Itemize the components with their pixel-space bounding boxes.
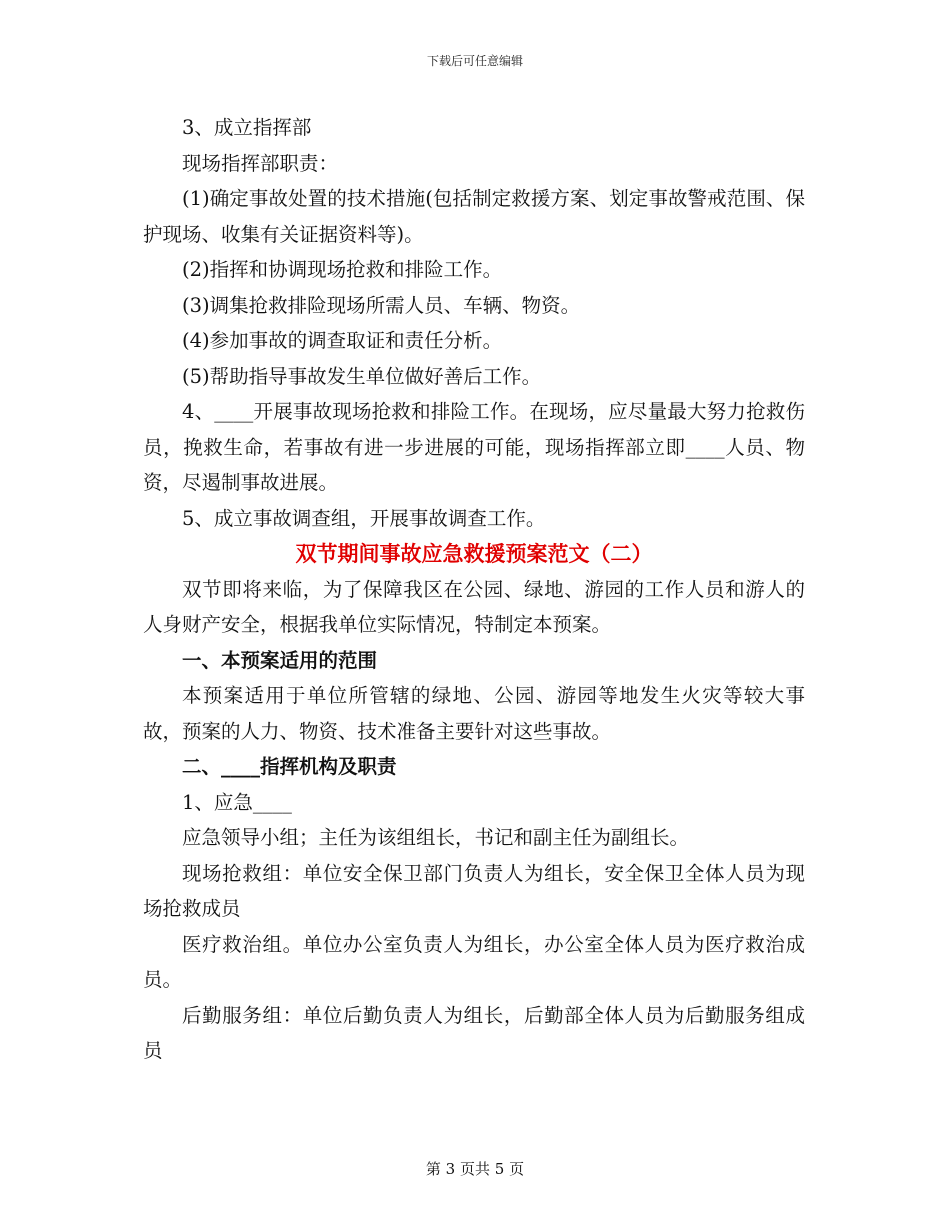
- paragraph: (5)帮助指导事故发生单位做好善后工作。: [182, 364, 542, 388]
- paragraph: 应急领导小组；主任为该组组长，书记和副主任为副组长。: [182, 826, 690, 849]
- paragraph: (4)参加事故的调查取证和责任分析。: [182, 329, 503, 352]
- paragraph: (3)调集抢救排险现场所需人员、车辆、物资。: [182, 293, 581, 317]
- paragraph: 3、成立指挥部: [182, 116, 312, 139]
- paragraph: 现场指挥部职责：: [182, 151, 339, 175]
- bottom-paragraphs: [143, 572, 805, 1069]
- paragraph: 4、____开展事故现场抢救和排险工作。在现场，应尽量最大努力抢救伤员，挽救生命，若事故有进一步进展的可能，现场指挥部立即____人员、物资，尽遏制事故进展。: [143, 400, 805, 494]
- page-header: 下载后可任意编辑: [426, 54, 523, 68]
- top-paragraphs: [143, 110, 805, 536]
- paragraph: (2)指挥和协调现场抢救和排险工作。: [182, 258, 503, 281]
- page-footer: 第 3 页共 5 页: [425, 1160, 525, 1178]
- paragraph: 后勤服务组：单位后勤负责人为组长，后勤部全体人员为后勤服务组成员: [143, 1003, 805, 1062]
- paragraph: 1、应急____: [182, 790, 292, 814]
- section-title: 双节期间事故应急救援预案范文（二）: [295, 541, 653, 566]
- paragraph: 双节即将来临，为了保障我区在公园、绿地、游园的工作人员和游人的人身财产安全，根据我单位实际情况，特制定本预案。: [143, 577, 805, 636]
- paragraph: 5、成立事故调查组，开展事故调查工作。: [182, 506, 546, 530]
- paragraph: 本预案适用于单位所管辖的绿地、公园、游园等地发生火灾等较大事故，预案的人力、物资、技术准备主要针对这些事故。: [143, 684, 805, 743]
- paragraph: 医疗救治组。单位办公室负责人为组长，办公室全体人员为医疗救治成员。: [143, 932, 805, 991]
- paragraph: (1)确定事故处置的技术措施(包括制定救援方案、划定事故警戒范围、保护现场、收集有关证据资料等)。: [143, 187, 805, 246]
- paragraph: 一、本预案适用的范围: [182, 648, 378, 672]
- paragraph: 二、____指挥机构及职责: [182, 755, 397, 778]
- document-body: [143, 110, 805, 1069]
- paragraph: 现场抢救组：单位安全保卫部门负责人为组长，安全保卫全体人员为现场抢救成员: [143, 861, 805, 920]
